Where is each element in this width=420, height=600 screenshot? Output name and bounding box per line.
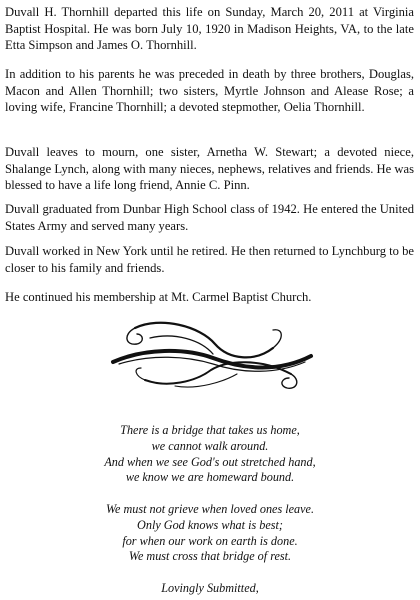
poem-line: we cannot walk around.	[151, 438, 269, 453]
paragraph-life-summary: Duvall H. Thornhill departed this life on Sunday, March 20, 2011 at Virginia Baptist Hospital. He was born July 10, 1920 in Madison Heights, VA, to the late Etta Simpson and James O. Thornhill.	[5, 5, 414, 52]
poem-line: Only God knows what is best;	[137, 517, 283, 532]
poem-line: for when our work on earth is done.	[122, 533, 298, 548]
signoff: Lovingly Submitted,	[161, 581, 259, 595]
paragraph-survivors: Duvall leaves to mourn, one sister, Arnetha W. Stewart; a devoted niece, Shalange Lynch, along with many nieces, nephews, relatives and friends. He was blessed to have a life long friend, Annie C. Pinn.	[5, 145, 414, 192]
poem-line: we know we are homeward bound.	[125, 470, 295, 485]
poem-stanza-1	[0, 423, 420, 486]
poem-line: We must not grieve when loved ones leave.	[105, 502, 315, 516]
poem-line: We must cross that bridge of rest.	[128, 549, 292, 564]
flourish-ornament	[105, 318, 320, 396]
poem-line: There is a bridge that takes us home,	[120, 423, 300, 437]
paragraph-work: Duvall worked in New York until he retired. He then returned to Lynchburg to be closer to his family and friends.	[5, 244, 414, 275]
paragraph-church: He continued his membership at Mt. Carmel Baptist Church.	[5, 290, 312, 304]
paragraph-preceded-in-death: In addition to his parents he was preceded in death by three brothers, Douglas, Macon and Allen Thornhill; two sisters, Myrtle Johnson and Alease Rose; a loving wife, Francine Thornhill; a devoted stepmother, Oelia Thornhill.	[5, 67, 414, 114]
paragraph-education-service: Duvall graduated from Dunbar High School class of 1942. He entered the United States Army and served many years.	[5, 202, 414, 233]
poem-stanza-2	[0, 502, 420, 565]
poem-line: And when we see God's out stretched hand,	[104, 454, 316, 469]
